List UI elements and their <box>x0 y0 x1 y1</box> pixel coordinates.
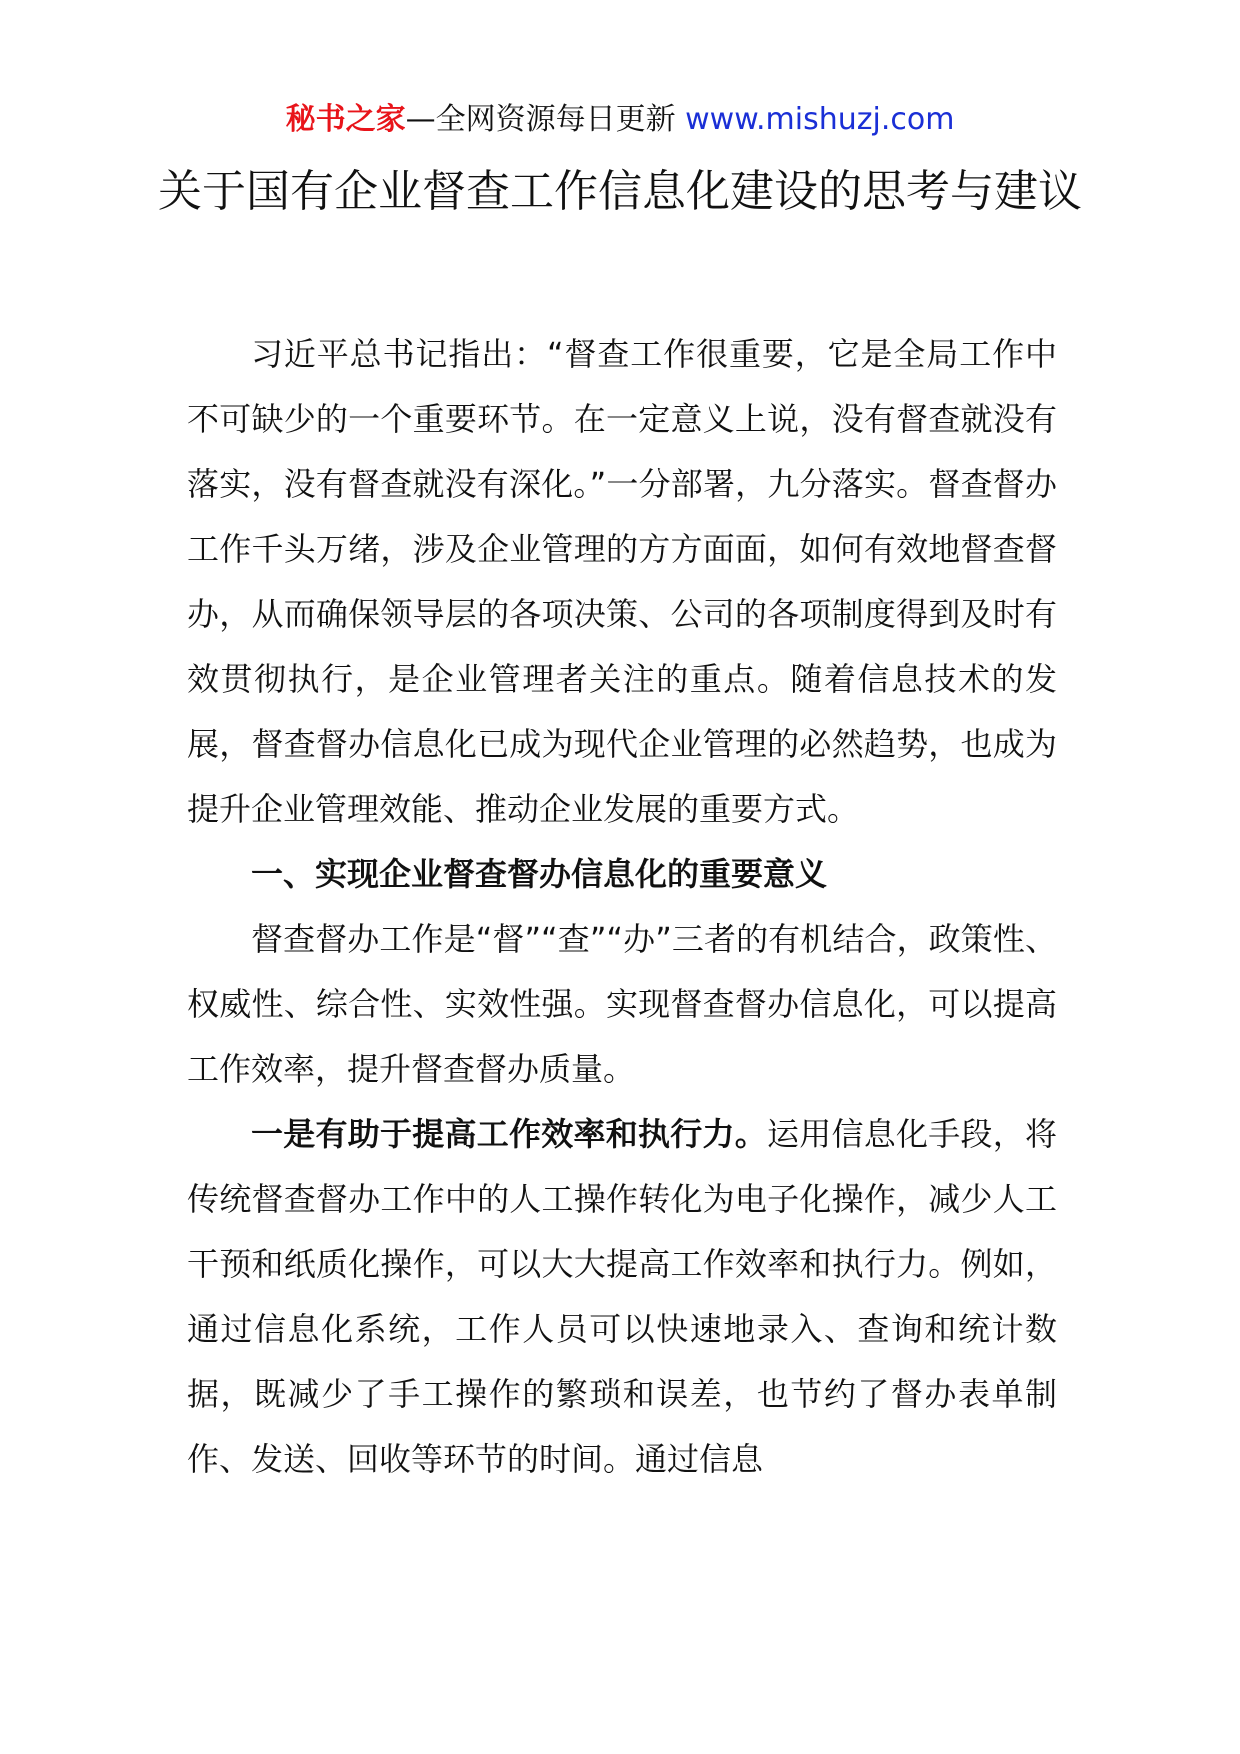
brand-name: 秘书之家 <box>285 102 406 137</box>
site-header <box>0 100 1240 140</box>
site-url-link[interactable]: www.mishuzj.com <box>685 102 955 137</box>
section-heading: 一、实现企业督查督办信息化的重要意义 <box>251 855 828 893</box>
point-one-paragraph <box>187 1102 1057 1492</box>
document-body <box>187 322 1057 1492</box>
intro-paragraph: 习近平总书记指出：“督查工作很重要，它是全局工作中不可缺少的一个重要环节。在一定意义上说，没有督查就没有落实，没有督查就没有深化。”一分部署，九分落实。督查督办工作千头万绪，涉及企业管理的方方面面，如何有效地督查督办，从而确保领导层的各项决策、公司的各项制度得到及时有效贯彻执行，是企业管理者关注的重点。随着信息技术的发展，督查督办信息化已成为现代企业管理的必然趋势，也成为提升企业管理效能、推动企业发展的重要方式。 <box>187 335 1057 828</box>
document-title: 关于国有企业督查工作信息化建设的思考与建议 <box>158 166 1082 217</box>
header-slogan: —全网资源每日更新 <box>405 102 676 137</box>
point-one-text: 运用信息化手段，将传统督查督办工作中的人工操作转化为电子化操作，减少人工干预和纸质化操作，可以大大提高工作效率和执行力。例如，通过信息化系统，工作人员可以快速地录入、查询和统计数据，既减少了手工操作的繁琐和误差，也节约了督办表单制作、发送、回收等环节的时间。通过信息 <box>187 1115 1057 1478</box>
point-one-lead: 一是有助于提高工作效率和执行力。 <box>251 1115 767 1153</box>
section-intro-paragraph: 督查督办工作是“督”“查”“办”三者的有机结合，政策性、权威性、综合性、实效性强。实现督查督办信息化，可以提高工作效率，提升督查督办质量。 <box>187 920 1057 1088</box>
